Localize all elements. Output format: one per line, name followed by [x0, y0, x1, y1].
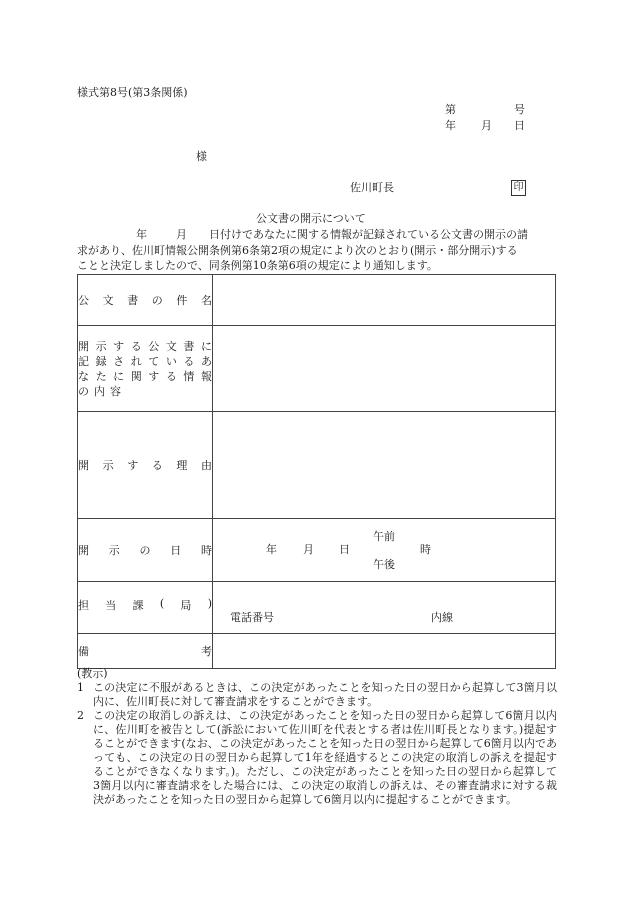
- body-line3: ことと決定しましたので、同条例第10条第6項の規定により通知します。: [77, 259, 438, 272]
- label-reason: [78, 412, 213, 519]
- value-remarks[interactable]: [213, 634, 556, 669]
- label-char: 名: [200, 294, 212, 307]
- label-char: 報: [200, 369, 212, 383]
- label-char: 理: [176, 459, 188, 472]
- label-datetime: [78, 519, 213, 582]
- row-department: [78, 582, 556, 634]
- label-char: 課: [132, 598, 144, 612]
- subject-title: 公文書の開示について: [256, 212, 366, 225]
- label-reason-text: [78, 457, 212, 473]
- label-line-3: [78, 369, 212, 384]
- issuer-name: 佐川町長: [350, 181, 394, 194]
- label-char: 件: [176, 294, 188, 307]
- label-char: 開: [78, 544, 89, 557]
- label-char: 時: [201, 544, 212, 557]
- label-char: 担: [78, 598, 89, 612]
- row-document-title: [78, 275, 556, 326]
- label-char: に: [113, 369, 125, 383]
- pm-label: 午後: [373, 558, 395, 571]
- label-char: あ: [200, 354, 212, 368]
- phone-label: 電話番号: [230, 611, 274, 624]
- label-char: 備: [78, 645, 89, 658]
- instruction-item-2: [77, 709, 557, 807]
- datetime-hour: 時: [420, 543, 431, 556]
- label-char: る: [165, 369, 177, 383]
- label-char: 示: [95, 339, 107, 353]
- label-char: な: [78, 369, 89, 383]
- row-remarks: [78, 634, 556, 669]
- am-label: 午前: [373, 530, 395, 543]
- label-char: の: [139, 544, 151, 557]
- seal-mark: [511, 180, 526, 196]
- label-char: 文: [102, 294, 114, 307]
- doc-number-prefix: 第: [445, 103, 456, 116]
- label-char: い: [165, 354, 177, 368]
- label-char: 記: [78, 354, 89, 368]
- label-line-1: [78, 339, 212, 354]
- recipient-suffix: 様: [196, 150, 207, 163]
- label-char: 公: [148, 339, 160, 353]
- body-line2: 求があり、佐川町情報公開条例第6条第2項の規定により次のとおり(開示・部分開示)する: [77, 244, 518, 257]
- label-line-4: の内容: [78, 384, 126, 398]
- label-char: 日: [170, 544, 182, 557]
- label-char: (: [159, 596, 165, 610]
- datetime-day: 日: [339, 543, 350, 556]
- label-char: れ: [130, 354, 142, 368]
- extension-label: 内線: [431, 611, 453, 624]
- row-datetime: [78, 519, 556, 582]
- label-information-content: [78, 326, 213, 412]
- label-char: 書: [127, 294, 139, 307]
- label-char: 関: [130, 369, 142, 383]
- value-document-title[interactable]: [213, 275, 556, 326]
- label-char: す: [148, 369, 160, 383]
- value-department[interactable]: [213, 582, 556, 634]
- label-char: 示: [102, 459, 114, 472]
- datetime-year: 年: [266, 543, 277, 556]
- seal-glyph: 印: [511, 180, 526, 196]
- label-char: 録: [95, 354, 107, 368]
- label-remarks-text: [78, 643, 212, 659]
- label-datetime-text: [78, 542, 212, 558]
- form-id: 様式第8号(第3条関係): [77, 86, 188, 99]
- value-reason[interactable]: [213, 412, 556, 519]
- datetime-month: 月: [303, 543, 314, 556]
- body-line1-text: 日付けであなたに関する情報が記録されている公文書の開示の請: [209, 228, 528, 241]
- label-char: る: [183, 354, 195, 368]
- label-char: 示: [108, 544, 120, 557]
- instruction-number-1: 1: [77, 681, 84, 694]
- value-datetime[interactable]: [213, 519, 556, 582]
- label-char: の: [151, 294, 163, 307]
- value-information-content[interactable]: [213, 326, 556, 412]
- instruction-number-2: 2: [77, 709, 84, 722]
- label-char: す: [113, 339, 125, 353]
- body-month: 月: [176, 228, 187, 241]
- label-char: て: [148, 354, 160, 368]
- label-char: 局: [180, 598, 192, 612]
- label-char: 開: [78, 339, 89, 353]
- label-char: 公: [78, 294, 89, 307]
- label-char: ): [207, 596, 212, 610]
- instructions-section: [77, 667, 557, 807]
- label-char: る: [151, 459, 163, 472]
- label-char: た: [95, 369, 107, 383]
- label-line-2: [78, 354, 212, 369]
- label-char: さ: [113, 354, 125, 368]
- label-char: る: [130, 339, 142, 353]
- doc-number-suffix: 号: [514, 103, 525, 116]
- label-information-content-text: [78, 339, 212, 399]
- label-char: 考: [201, 645, 212, 658]
- instructions-heading: (教示): [77, 667, 108, 680]
- date-day: 日: [514, 119, 525, 132]
- label-char: 当: [105, 598, 117, 612]
- label-document-title-text: [78, 292, 212, 308]
- instruction-text-1: この決定に不服があるときは、この決定があったことを知った日の翌日から起算して3箇月以内に、佐川町長に対して審査請求をすることができます。: [93, 681, 557, 708]
- label-char: 開: [78, 459, 89, 472]
- label-department-text: [78, 597, 212, 613]
- label-char: 書: [183, 339, 195, 353]
- label-char: 文: [165, 339, 177, 353]
- label-char: す: [127, 459, 139, 472]
- label-remarks: [78, 634, 213, 669]
- label-char: 情: [183, 369, 195, 383]
- instruction-text-2: この決定の取消しの訴えは、この決定があったことを知った日の翌日から起算して6箇月以内に、佐川町を被告として(訴訟において佐川町を代表とする者は佐川町長となります。)提起することができます(なお、この決定があったことを知った日の翌日から起算して6箇月以内であっても、この決定の日の翌日から起算して1年を経過するとこの決定の取消しの訴えを提起することができなくなります。)。ただし、この決定があったことを知った日の翌日から起算して3箇月以内に審査請求をした場合には、この決定の取消しの訴えは、その審査請求に対する裁決があったことを知った日の翌日から起算して6箇月以内に提起することができます。: [93, 709, 557, 806]
- label-char: に: [200, 339, 212, 353]
- row-information-content: [78, 326, 556, 412]
- label-document-title: [78, 275, 213, 326]
- instruction-item-1: [77, 681, 557, 709]
- date-month: 月: [481, 119, 492, 132]
- label-char: 由: [200, 459, 212, 472]
- row-reason: [78, 412, 556, 519]
- body-year: 年: [136, 228, 147, 241]
- label-department: [78, 582, 213, 634]
- disclosure-table: [77, 274, 556, 669]
- date-year: 年: [445, 119, 456, 132]
